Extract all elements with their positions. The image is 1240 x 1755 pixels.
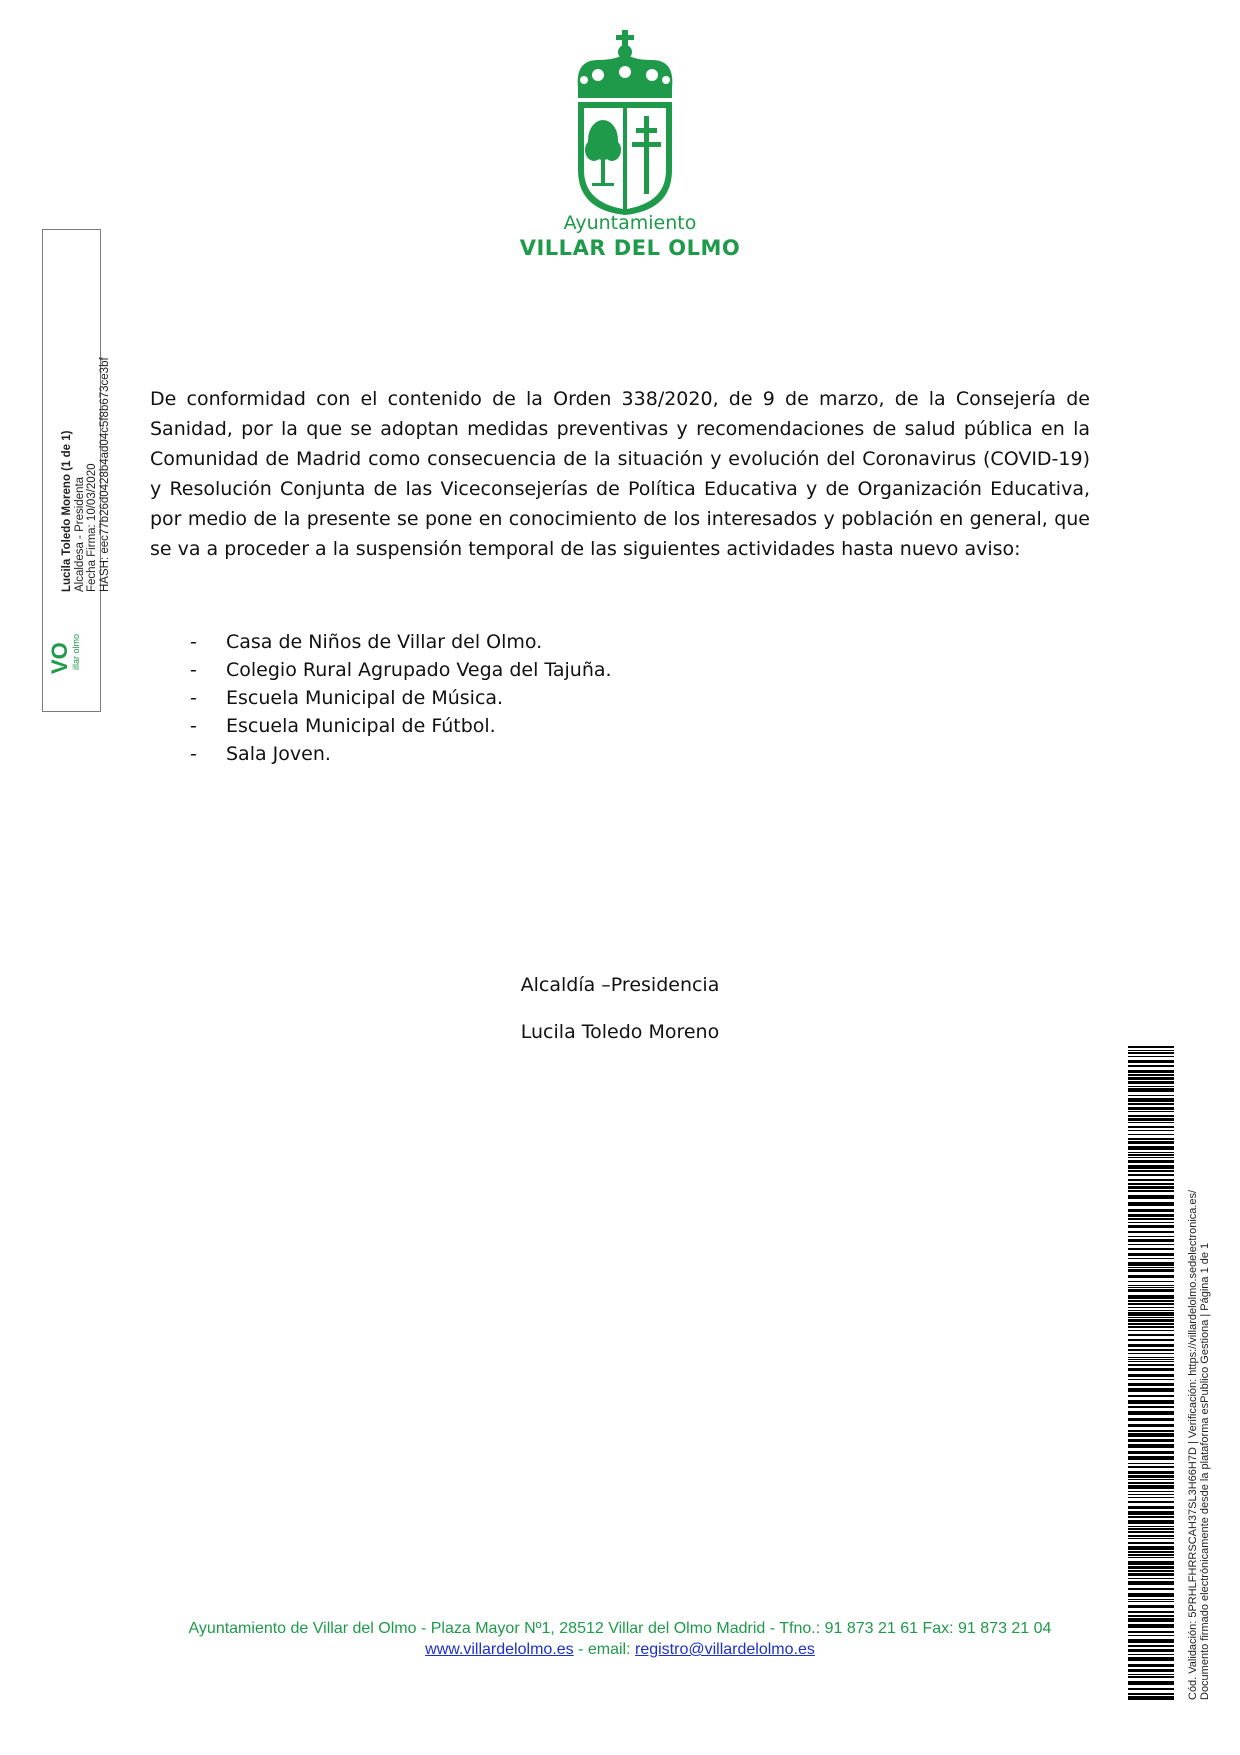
barcode-bar [1128,1098,1174,1102]
barcode-bar [1128,1528,1174,1530]
barcode-bar [1128,1138,1174,1140]
barcode-bar [1128,1593,1174,1597]
barcode-bar [1128,1152,1174,1153]
barcode-bar [1128,1494,1174,1495]
barcode-bar [1128,1052,1174,1054]
barcode-bar [1128,1693,1174,1695]
barcode-bar [1128,1195,1174,1199]
barcode-bar [1128,1674,1174,1675]
svg-text:illar olmo: illar olmo [71,633,81,670]
barcode-bar [1128,1466,1174,1468]
barcode-bar [1128,1645,1174,1647]
barcode-bar [1128,1676,1174,1678]
stamp-hash: HASH: eec77b26d0428b4ad04c5f8b673ce3bf [98,357,111,592]
list-item: - Escuela Municipal de Música. [190,687,504,709]
barcode-bar [1128,1374,1174,1377]
barcode-bar [1128,1475,1174,1478]
barcode-bar [1128,1334,1174,1336]
barcode-bar [1128,1326,1174,1328]
barcode-bar [1128,1267,1174,1268]
stamp-role: Alcaldesa - Presidenta [73,476,86,592]
barcode-bar [1128,1554,1174,1556]
barcode-bar [1128,1664,1174,1667]
barcode-bar [1128,1086,1174,1087]
barcode-bar [1128,1349,1174,1351]
barcode-bar [1128,1566,1174,1569]
barcode-bar [1128,1520,1174,1524]
barcode-bar [1128,1601,1174,1602]
barcode-bar [1128,1535,1174,1537]
barcode-bar [1128,1269,1174,1272]
barcode-bar [1128,1289,1174,1292]
barcode-bar [1128,1310,1174,1311]
barcode-bar [1128,1281,1174,1282]
barcode-bar [1128,1081,1174,1084]
website-link[interactable]: www.villardelolmo.es [425,1641,574,1658]
barcode-bar [1128,1060,1174,1063]
barcode-bar [1128,1111,1174,1112]
barcode-bar [1128,1190,1174,1192]
barcode-bar [1128,1696,1174,1700]
stamp-signer: Lucila Toledo Moreno (1 de 1) [61,430,73,592]
barcode-bar [1128,1400,1174,1404]
barcode-bar [1128,1411,1174,1415]
villar-olmo-stamp-logo [47,618,93,678]
barcode-bar [1128,1209,1174,1212]
barcode-bar [1128,1433,1174,1437]
list-item: - Sala Joven. [190,743,331,765]
email-prefix: - email: [573,1641,635,1658]
barcode-bar [1128,1368,1174,1371]
barcode-bar [1128,1542,1174,1544]
barcode-bar [1128,1406,1174,1408]
barcode-bar [1128,1501,1174,1503]
barcode-bar [1128,1307,1174,1308]
barcode-bar [1128,1688,1174,1690]
barcode-bar [1128,1222,1174,1223]
barcode-bar [1128,1588,1174,1590]
barcode-bar [1128,1300,1174,1302]
barcode-bar [1128,1599,1174,1600]
barcode-bar [1128,1312,1174,1316]
barcode-bar [1128,1065,1174,1067]
barcode-bar [1128,1253,1174,1256]
barcode-bar [1128,1225,1174,1228]
footer-contact [120,1641,1120,1659]
validation-barcode [1128,1046,1174,1702]
barcode-bar [1128,1165,1174,1169]
barcode-bar [1128,1471,1174,1474]
validation-code: Cód. Validación: 5PRHLFHRRSCAH37SL3H66H7D | Verificación: https://villardelolmo.sedelectronica.es/ [1187,1189,1199,1700]
barcode-bar [1128,1581,1174,1585]
barcode-bar [1128,1357,1174,1358]
barcode-bar [1128,1639,1174,1643]
barcode-bar [1128,1050,1174,1051]
barcode-bar [1128,1615,1174,1617]
barcode-bar [1128,1681,1174,1685]
barcode-bar [1128,1239,1174,1242]
barcode-bar [1128,1070,1174,1073]
barcode-bar [1128,1485,1174,1489]
barcode-bar [1128,1482,1174,1484]
validation-platform: Documento firmado electrónicamente desde la plataforma esPublico Gestiona | Página 1 de 1 [1199,1242,1211,1700]
signature-stamp-text [61,357,111,592]
barcode-bar [1128,1344,1174,1347]
suspended-activities-list [190,628,612,768]
barcode-bar [1128,1511,1174,1515]
barcode-bar [1128,1046,1174,1048]
barcode-bar [1128,1611,1174,1613]
barcode-bar [1128,1126,1174,1128]
barcode-bar [1128,1551,1174,1553]
barcode-bar [1128,1654,1174,1655]
list-item: - Casa de Niños de Villar del Olmo. [190,631,543,653]
barcode-bar [1128,1479,1174,1480]
barcode-bar [1128,1618,1174,1622]
barcode-bar [1128,1463,1174,1464]
barcode-bar [1128,1526,1174,1527]
barcode-bar [1128,1657,1174,1661]
barcode-bar [1128,1364,1174,1366]
barcode-bar [1128,1157,1174,1158]
barcode-bar [1128,1146,1174,1150]
barcode-bar [1128,1635,1174,1636]
signoff-name: Lucila Toledo Moreno [520,1021,720,1043]
barcode-bar [1128,1353,1174,1354]
footer-address: Ayuntamiento de Villar del Olmo - Plaza Mayor Nº1, 28512 Villar del Olmo Madrid - Tfno.: 91 873 21 61 Fax: 91 873 21 04 [188,1620,1052,1637]
stamp-date: Fecha Firma: 10/03/2020 [86,463,98,592]
list-item: - Escuela Municipal de Fútbol. [190,715,496,737]
barcode-bar [1128,1107,1174,1110]
barcode-bar [1128,1578,1174,1579]
barcode-bar [1128,1546,1174,1550]
barcode-bar [1128,1573,1174,1576]
barcode-bar [1128,1303,1174,1305]
barcode-bar [1128,1295,1174,1299]
barcode-bar [1128,1319,1174,1322]
barcode-bar [1128,1179,1174,1181]
validation-text [1187,1190,1211,1700]
barcode-bar [1128,1118,1174,1121]
barcode-bar [1128,1430,1174,1432]
barcode-bar [1128,1095,1174,1096]
org-name-line1: Ayuntamiento [563,212,697,234]
barcode-bar [1128,1605,1174,1608]
barcode-bar [1128,1383,1174,1386]
barcode-bar [1128,1122,1174,1123]
barcode-bar [1128,1557,1174,1558]
barcode-bar [1128,1258,1174,1259]
barcode-bar [1128,1456,1174,1460]
barcode-bar [1128,1174,1174,1176]
barcode-bar [1128,1531,1174,1533]
barcode-bar [1128,1451,1174,1454]
barcode-bar [1128,1561,1174,1565]
barcode-bar [1128,1538,1174,1539]
barcode-bar [1128,1506,1174,1509]
barcode-bar [1128,1244,1174,1245]
barcode-bar [1128,1170,1174,1172]
barcode-bar [1128,1262,1174,1266]
barcode-bar [1128,1395,1174,1397]
barcode-bar [1128,1491,1174,1492]
barcode-bar [1128,1631,1174,1633]
barcode-bar [1128,1214,1174,1217]
barcode-bar [1128,1388,1174,1392]
svg-text:VO: VO [47,642,72,674]
barcode-bar [1128,1056,1174,1057]
barcode-bar [1128,1236,1174,1237]
barcode-bar [1128,1439,1174,1442]
barcode-bar [1128,1231,1174,1233]
barcode-bar [1128,1624,1174,1628]
barcode-bar [1128,1202,1174,1206]
barcode-bar [1128,1103,1174,1105]
barcode-bar [1128,1317,1174,1318]
signoff-title: Alcaldía –Presidencia [520,974,720,996]
barcode-bar [1128,1323,1174,1325]
barcode-bar [1128,1379,1174,1380]
barcode-bar [1128,1287,1174,1288]
barcode-bar [1128,1669,1174,1672]
barcode-bar [1128,1248,1174,1250]
barcode-bar [1128,1649,1174,1652]
barcode-bar [1128,1115,1174,1117]
barcode-bar [1128,1218,1174,1220]
barcode-bar [1128,1186,1174,1189]
barcode-bar [1128,1424,1174,1427]
email-link[interactable]: registro@villardelolmo.es [634,1641,815,1658]
list-item: - Colegio Rural Agrupado Vega del Tajuña. [190,659,612,681]
barcode-bar [1128,1074,1174,1076]
barcode-bar [1128,1134,1174,1135]
barcode-bar [1128,1154,1174,1156]
barcode-bar [1128,1359,1174,1360]
barcode-bar [1128,1339,1174,1341]
barcode-bar [1128,1088,1174,1092]
barcode-bar [1128,1516,1174,1518]
barcode-bar [1128,1444,1174,1448]
org-name-line2: VILLAR DEL OLMO [519,236,741,260]
barcode-bar [1128,1570,1174,1572]
municipal-crest-logo [570,30,680,215]
barcode-bar [1128,1285,1174,1286]
barcode-bar [1128,1141,1174,1144]
barcode-bar [1128,1077,1174,1080]
barcode-bar [1128,1183,1174,1185]
main-paragraph: De conformidad con el contenido de la Orden 338/2020, de 9 de marzo, de la Consejería de Sanidad, por la que se adoptan medidas preventivas y recomendaciones de salud pública en la Comunidad de Madrid como consecuencia de la situación y evolución del Coronavirus (COVID-19) y Resolución Conjunta de las Viceconsejerías de Política Educativa y de Organización Educativa, por medio de la presente se pone en conocimiento de los interesados y población en general, que se va a proceder a la suspensión temporal de las siguientes actividades hasta nuevo aviso: [150,388,1090,560]
barcode-bar [1128,1275,1174,1278]
barcode-bar [1128,1418,1174,1421]
barcode-bar [1128,1361,1174,1362]
barcode-bar [1128,1160,1174,1163]
barcode-bar [1128,1497,1174,1498]
barcode-bar [1128,1330,1174,1331]
barcode-bar [1128,1130,1174,1131]
